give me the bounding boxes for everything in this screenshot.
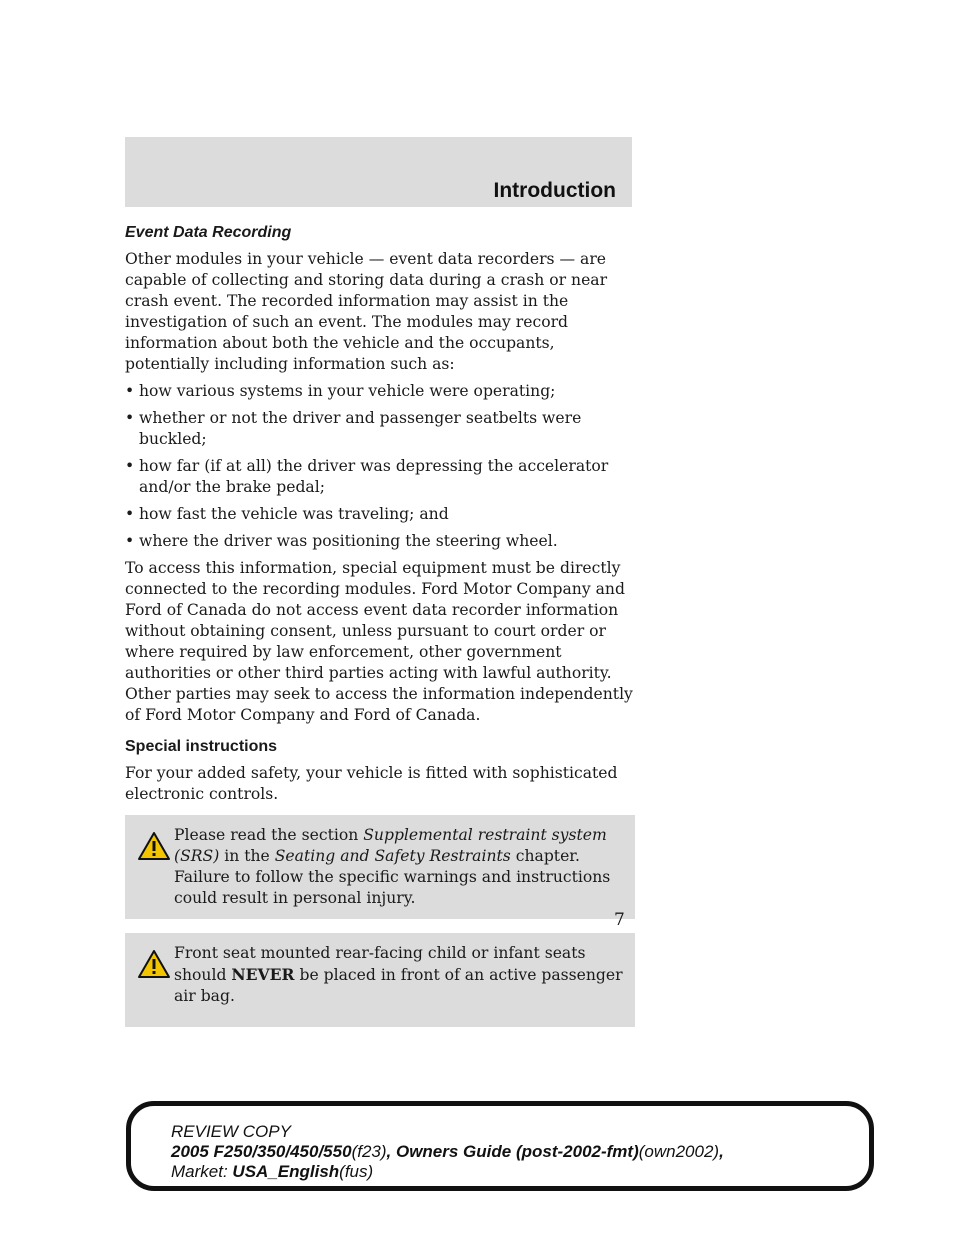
paragraph-access: To access this information, special equipment must be directly connected to the recording modules. Ford Motor Company and Ford of Canada do not access event data recorder information without obtaining consent, unless pursuant to court order or where required by law enforcement, other government authorities or other third parties acting with lawful authority. Other parties may seek to access the information independently of Ford Motor Company and Ford of Canada. (125, 559, 633, 724)
footer-line-market (171, 1162, 724, 1182)
footer-code: (f23) (351, 1142, 387, 1161)
warning-icon (137, 831, 171, 861)
warning-text-srs (131, 825, 629, 909)
footer-market: USA_English (232, 1162, 340, 1181)
warning-text: Front seat mounted rear-facing child or infant seats should (174, 944, 586, 984)
list-item: • where the driver was positioning the steering wheel. (125, 531, 635, 552)
footer-line-model (171, 1142, 724, 1162)
footer-guide: , Owners Guide (post-2002-fmt) (386, 1142, 639, 1161)
footer-code: (own2002) (638, 1142, 720, 1161)
page-content (125, 222, 635, 1027)
footer-text (171, 1122, 724, 1182)
section-heading-event-data: Event Data Recording (125, 224, 292, 241)
footer-market-label: Market: (171, 1162, 228, 1181)
footer-code: (fus) (339, 1162, 374, 1181)
warning-ref-srs: Supplemental restraint system (SRS) (174, 826, 607, 865)
list-item: • how various systems in your vehicle were operating; (125, 381, 635, 402)
warning-icon (137, 949, 171, 979)
list-item: • whether or not the driver and passenger seatbelts were buckled; (125, 408, 635, 450)
section-heading-special: Special instructions (125, 738, 278, 755)
bullet-list (125, 381, 635, 552)
warning-ref-chapter: Seating and Safety Restraints (274, 847, 511, 865)
paragraph-intro: Other modules in your vehicle — event data recorders — are capable of collecting and storing data during a crash or near crash event. The recorded information may assist in the investigation of such an event. The modules may record information about both the vehicle and the occupants, potentially including information such as: (125, 250, 608, 373)
paragraph-special: For your added safety, your vehicle is fitted with sophisticated electronic controls. (125, 764, 618, 803)
list-item: • how far (if at all) the driver was depressing the accelerator and/or the brake pedal; (125, 456, 635, 498)
warning-box-srs (125, 815, 635, 919)
warning-text: Please read the section (174, 826, 359, 844)
warning-text: chapter. Failure to follow the specific warnings and instructions could result in personal injury. (174, 847, 611, 907)
list-item: • how fast the vehicle was traveling; and (125, 504, 635, 525)
warning-box-child-seat (125, 933, 635, 1027)
review-copy-footer (126, 1101, 874, 1191)
page-number: 7 (614, 910, 625, 930)
footer-comma: , (719, 1142, 724, 1161)
warning-text-child-seat (131, 943, 629, 1017)
footer-line-review: REVIEW COPY (171, 1122, 291, 1141)
footer-model: 2005 F250/350/450/550 (171, 1142, 352, 1161)
warning-text: in the (224, 847, 270, 865)
warning-emphasis: NEVER (231, 965, 295, 984)
chapter-title: Introduction (493, 179, 616, 202)
header-band (125, 137, 632, 207)
warning-text: be placed in front of an active passenger air bag. (174, 966, 623, 1005)
